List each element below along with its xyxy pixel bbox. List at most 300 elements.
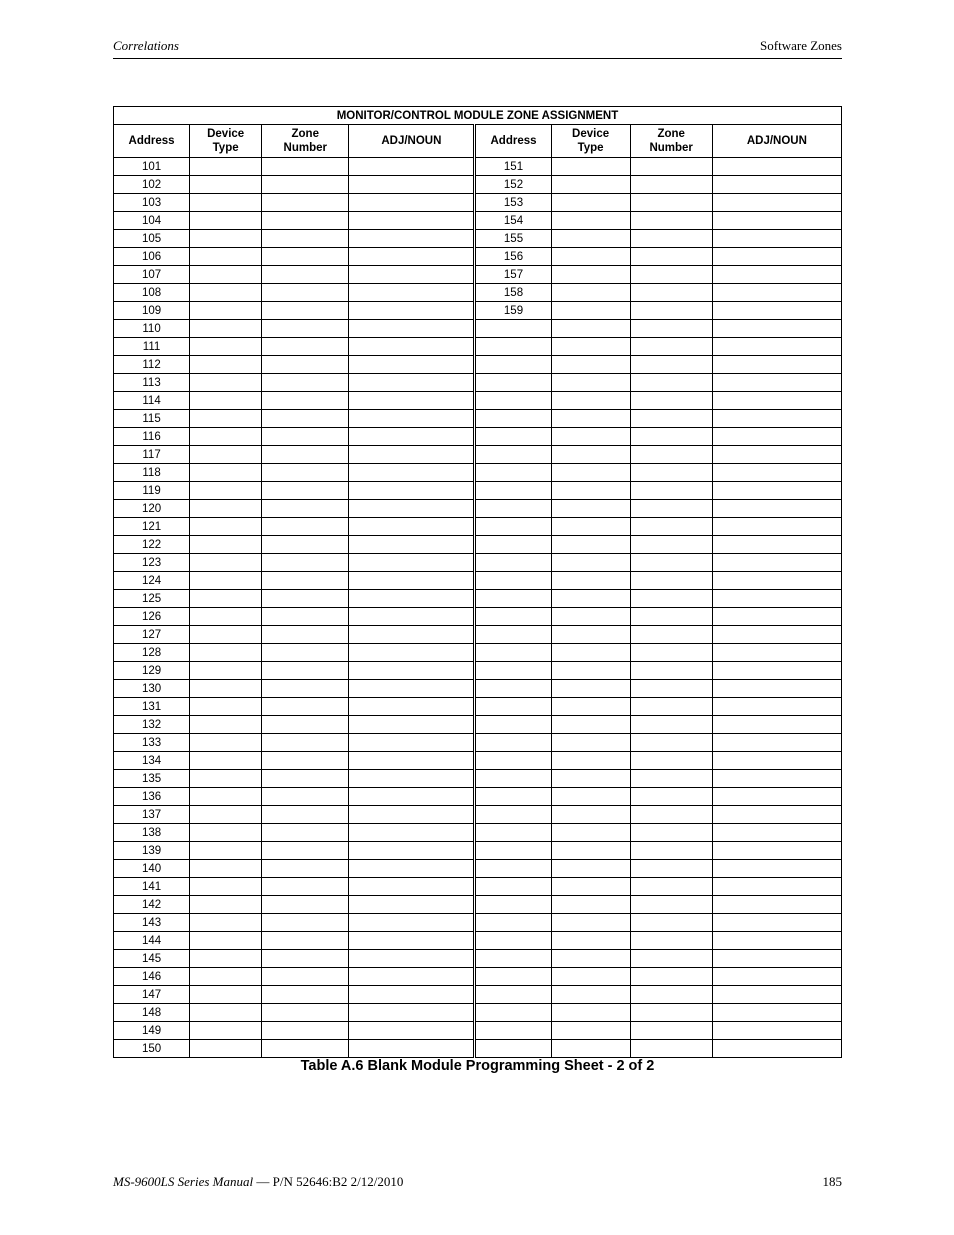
blank-entry-cell — [349, 662, 475, 680]
blank-entry-cell — [551, 302, 630, 320]
blank-entry-cell — [262, 824, 349, 842]
table-row — [114, 428, 842, 446]
blank-entry-cell — [712, 1022, 841, 1040]
blank-entry-cell — [190, 626, 262, 644]
address-cell: 142 — [114, 896, 190, 914]
blank-entry-cell — [551, 374, 630, 392]
column-header-text: ADJ/NOUN — [746, 135, 807, 147]
blank-entry-cell — [551, 878, 630, 896]
address-cell: 138 — [114, 824, 190, 842]
blank-entry-cell — [551, 842, 630, 860]
address-cell — [475, 968, 551, 986]
blank-entry-cell — [262, 644, 349, 662]
column-header — [475, 125, 551, 158]
blank-entry-cell — [190, 950, 262, 968]
column-header — [349, 125, 475, 158]
blank-entry-cell — [262, 896, 349, 914]
table-row — [114, 698, 842, 716]
address-cell: 149 — [114, 1022, 190, 1040]
blank-entry-cell — [630, 752, 712, 770]
blank-entry-cell — [712, 572, 841, 590]
blank-entry-cell — [349, 158, 475, 176]
address-cell: 121 — [114, 518, 190, 536]
blank-entry-cell — [712, 536, 841, 554]
blank-entry-cell — [349, 284, 475, 302]
blank-entry-cell — [551, 716, 630, 734]
blank-entry-cell — [551, 896, 630, 914]
address-cell: 147 — [114, 986, 190, 1004]
blank-entry-cell — [630, 698, 712, 716]
blank-entry-cell — [630, 410, 712, 428]
blank-entry-cell — [630, 482, 712, 500]
blank-entry-cell — [262, 194, 349, 212]
blank-entry-cell — [262, 248, 349, 266]
blank-entry-cell — [630, 716, 712, 734]
address-cell: 144 — [114, 932, 190, 950]
blank-entry-cell — [551, 428, 630, 446]
table-row — [114, 968, 842, 986]
blank-entry-cell — [262, 482, 349, 500]
blank-entry-cell — [190, 194, 262, 212]
blank-entry-cell — [551, 392, 630, 410]
address-cell — [475, 734, 551, 752]
address-cell: 128 — [114, 644, 190, 662]
blank-entry-cell — [262, 986, 349, 1004]
blank-entry-cell — [630, 194, 712, 212]
blank-entry-cell — [551, 1004, 630, 1022]
blank-entry-cell — [190, 842, 262, 860]
blank-entry-cell — [262, 230, 349, 248]
zone-assignment-table — [113, 106, 842, 1058]
blank-entry-cell — [551, 518, 630, 536]
blank-entry-cell — [349, 320, 475, 338]
address-cell: 134 — [114, 752, 190, 770]
blank-entry-cell — [262, 320, 349, 338]
blank-entry-cell — [262, 716, 349, 734]
address-cell: 145 — [114, 950, 190, 968]
blank-entry-cell — [630, 518, 712, 536]
header-chapter-title: Software Zones — [760, 38, 842, 53]
blank-entry-cell — [551, 230, 630, 248]
blank-entry-cell — [262, 878, 349, 896]
address-cell — [475, 482, 551, 500]
blank-entry-cell — [712, 464, 841, 482]
blank-entry-cell — [190, 374, 262, 392]
footer-part-number: — P/N 52646:B2 2/12/2010 — [253, 1174, 404, 1189]
blank-entry-cell — [262, 932, 349, 950]
table-row — [114, 248, 842, 266]
blank-entry-cell — [551, 572, 630, 590]
blank-entry-cell — [349, 248, 475, 266]
blank-entry-cell — [190, 500, 262, 518]
blank-entry-cell — [630, 356, 712, 374]
blank-entry-cell — [712, 230, 841, 248]
blank-entry-cell — [630, 536, 712, 554]
address-cell: 127 — [114, 626, 190, 644]
column-header-text: Type — [212, 142, 239, 154]
blank-entry-cell — [551, 536, 630, 554]
blank-entry-cell — [551, 752, 630, 770]
blank-entry-cell — [190, 734, 262, 752]
blank-entry-cell — [349, 356, 475, 374]
blank-entry-cell — [262, 500, 349, 518]
address-cell: 115 — [114, 410, 190, 428]
blank-entry-cell — [190, 680, 262, 698]
address-cell — [475, 410, 551, 428]
address-cell: 119 — [114, 482, 190, 500]
table-row — [114, 860, 842, 878]
address-cell — [475, 428, 551, 446]
blank-entry-cell — [349, 914, 475, 932]
blank-entry-cell — [190, 428, 262, 446]
blank-entry-cell — [712, 680, 841, 698]
blank-entry-cell — [551, 446, 630, 464]
blank-entry-cell — [551, 284, 630, 302]
table-caption: Table A.6 Blank Module Programming Sheet - 2 of 2 — [300, 1058, 655, 1074]
blank-entry-cell — [551, 464, 630, 482]
blank-entry-cell — [262, 662, 349, 680]
column-header-text: Number — [283, 142, 327, 154]
table-row — [114, 806, 842, 824]
address-cell: 124 — [114, 572, 190, 590]
blank-entry-cell — [190, 302, 262, 320]
column-header-text: ADJ/NOUN — [381, 135, 442, 147]
table-row — [114, 716, 842, 734]
address-cell: 120 — [114, 500, 190, 518]
blank-entry-cell — [262, 554, 349, 572]
blank-entry-cell — [190, 788, 262, 806]
blank-entry-cell — [262, 302, 349, 320]
table-title: MONITOR/CONTROL MODULE ZONE ASSIGNMENT — [114, 107, 842, 125]
column-header-text: Address — [128, 135, 175, 147]
blank-entry-cell — [262, 464, 349, 482]
address-cell: 114 — [114, 392, 190, 410]
address-cell: 158 — [475, 284, 551, 302]
blank-entry-cell — [190, 914, 262, 932]
blank-entry-cell — [349, 482, 475, 500]
blank-entry-cell — [262, 914, 349, 932]
blank-entry-cell — [349, 842, 475, 860]
blank-entry-cell — [630, 554, 712, 572]
blank-entry-cell — [551, 932, 630, 950]
address-cell — [475, 500, 551, 518]
blank-entry-cell — [349, 878, 475, 896]
column-header — [712, 125, 841, 158]
blank-entry-cell — [262, 806, 349, 824]
blank-entry-cell — [190, 878, 262, 896]
blank-entry-cell — [712, 824, 841, 842]
blank-entry-cell — [630, 284, 712, 302]
address-cell: 151 — [475, 158, 551, 176]
blank-entry-cell — [630, 950, 712, 968]
table-row — [114, 1040, 842, 1058]
blank-entry-cell — [349, 968, 475, 986]
blank-entry-cell — [712, 698, 841, 716]
address-cell — [475, 464, 551, 482]
blank-entry-cell — [712, 194, 841, 212]
table-row — [114, 1022, 842, 1040]
table-row — [114, 194, 842, 212]
blank-entry-cell — [712, 626, 841, 644]
blank-entry-cell — [551, 338, 630, 356]
address-cell — [475, 644, 551, 662]
blank-entry-cell — [190, 356, 262, 374]
table-row — [114, 986, 842, 1004]
blank-entry-cell — [551, 860, 630, 878]
column-header-text: Zone — [657, 128, 685, 140]
address-cell — [475, 680, 551, 698]
blank-entry-cell — [190, 608, 262, 626]
table-row — [114, 302, 842, 320]
blank-entry-cell — [712, 266, 841, 284]
address-cell: 143 — [114, 914, 190, 932]
address-cell: 137 — [114, 806, 190, 824]
blank-entry-cell — [551, 212, 630, 230]
blank-entry-cell — [551, 176, 630, 194]
blank-entry-cell — [349, 500, 475, 518]
blank-entry-cell — [630, 158, 712, 176]
blank-entry-cell — [262, 698, 349, 716]
table-row — [114, 482, 842, 500]
blank-entry-cell — [190, 392, 262, 410]
blank-entry-cell — [262, 608, 349, 626]
blank-entry-cell — [551, 356, 630, 374]
address-cell — [475, 896, 551, 914]
blank-entry-cell — [630, 212, 712, 230]
blank-entry-cell — [630, 338, 712, 356]
address-cell — [475, 860, 551, 878]
table-row — [114, 932, 842, 950]
table-row — [114, 572, 842, 590]
blank-entry-cell — [262, 770, 349, 788]
blank-entry-cell — [349, 410, 475, 428]
blank-entry-cell — [349, 788, 475, 806]
blank-entry-cell — [349, 824, 475, 842]
blank-entry-cell — [630, 446, 712, 464]
page-header — [113, 36, 842, 59]
blank-entry-cell — [190, 968, 262, 986]
blank-entry-cell — [190, 248, 262, 266]
blank-entry-cell — [190, 266, 262, 284]
column-header-text: Address — [490, 135, 537, 147]
blank-entry-cell — [349, 572, 475, 590]
blank-entry-cell — [630, 662, 712, 680]
blank-entry-cell — [712, 1040, 841, 1058]
blank-entry-cell — [349, 302, 475, 320]
address-cell: 102 — [114, 176, 190, 194]
column-header — [630, 125, 712, 158]
blank-entry-cell — [630, 1004, 712, 1022]
table-row — [114, 824, 842, 842]
blank-entry-cell — [349, 446, 475, 464]
blank-entry-cell — [712, 752, 841, 770]
blank-entry-cell — [630, 788, 712, 806]
blank-entry-cell — [349, 464, 475, 482]
blank-entry-cell — [262, 860, 349, 878]
address-cell: 153 — [475, 194, 551, 212]
address-cell: 130 — [114, 680, 190, 698]
blank-entry-cell — [190, 662, 262, 680]
blank-entry-cell — [190, 806, 262, 824]
address-cell — [475, 662, 551, 680]
blank-entry-cell — [349, 1004, 475, 1022]
blank-entry-cell — [712, 500, 841, 518]
blank-entry-cell — [190, 284, 262, 302]
blank-entry-cell — [630, 248, 712, 266]
column-header — [114, 125, 190, 158]
table-row — [114, 410, 842, 428]
blank-entry-cell — [630, 230, 712, 248]
blank-entry-cell — [551, 680, 630, 698]
table-row — [114, 752, 842, 770]
address-cell: 133 — [114, 734, 190, 752]
blank-entry-cell — [630, 734, 712, 752]
table-row — [114, 842, 842, 860]
blank-entry-cell — [349, 716, 475, 734]
blank-entry-cell — [630, 392, 712, 410]
table-row — [114, 788, 842, 806]
blank-entry-cell — [349, 932, 475, 950]
blank-entry-cell — [630, 914, 712, 932]
blank-entry-cell — [630, 302, 712, 320]
blank-entry-cell — [262, 968, 349, 986]
blank-entry-cell — [551, 590, 630, 608]
blank-entry-cell — [190, 932, 262, 950]
blank-entry-cell — [190, 230, 262, 248]
blank-entry-cell — [262, 536, 349, 554]
table-row — [114, 374, 842, 392]
blank-entry-cell — [712, 212, 841, 230]
address-cell — [475, 932, 551, 950]
address-cell — [475, 356, 551, 374]
blank-entry-cell — [551, 986, 630, 1004]
blank-entry-cell — [349, 374, 475, 392]
blank-entry-cell — [190, 860, 262, 878]
address-cell — [475, 1022, 551, 1040]
table-row — [114, 680, 842, 698]
address-cell: 108 — [114, 284, 190, 302]
blank-entry-cell — [349, 518, 475, 536]
blank-entry-cell — [712, 806, 841, 824]
blank-entry-cell — [190, 572, 262, 590]
blank-entry-cell — [630, 644, 712, 662]
blank-entry-cell — [262, 788, 349, 806]
address-cell — [475, 320, 551, 338]
blank-entry-cell — [262, 572, 349, 590]
address-cell: 110 — [114, 320, 190, 338]
blank-entry-cell — [262, 1004, 349, 1022]
blank-entry-cell — [349, 338, 475, 356]
address-cell: 154 — [475, 212, 551, 230]
address-cell — [475, 374, 551, 392]
blank-entry-cell — [712, 644, 841, 662]
table-row — [114, 950, 842, 968]
blank-entry-cell — [190, 770, 262, 788]
address-cell: 131 — [114, 698, 190, 716]
blank-entry-cell — [190, 752, 262, 770]
blank-entry-cell — [190, 896, 262, 914]
blank-entry-cell — [712, 662, 841, 680]
blank-entry-cell — [712, 788, 841, 806]
blank-entry-cell — [262, 518, 349, 536]
address-cell — [475, 536, 551, 554]
address-cell: 116 — [114, 428, 190, 446]
blank-entry-cell — [262, 626, 349, 644]
address-cell — [475, 842, 551, 860]
blank-entry-cell — [349, 896, 475, 914]
blank-entry-cell — [712, 392, 841, 410]
address-cell: 135 — [114, 770, 190, 788]
blank-entry-cell — [712, 590, 841, 608]
blank-entry-cell — [551, 1022, 630, 1040]
blank-entry-cell — [190, 1022, 262, 1040]
address-cell — [475, 806, 551, 824]
blank-entry-cell — [712, 302, 841, 320]
column-headers — [114, 125, 842, 158]
address-cell: 155 — [475, 230, 551, 248]
table-row — [114, 392, 842, 410]
table-row — [114, 464, 842, 482]
blank-entry-cell — [551, 554, 630, 572]
table-body — [114, 158, 842, 1058]
address-cell: 123 — [114, 554, 190, 572]
blank-entry-cell — [551, 950, 630, 968]
table-row — [114, 338, 842, 356]
blank-entry-cell — [349, 392, 475, 410]
address-cell — [475, 914, 551, 932]
blank-entry-cell — [551, 806, 630, 824]
blank-entry-cell — [262, 392, 349, 410]
blank-entry-cell — [349, 680, 475, 698]
blank-entry-cell — [190, 1004, 262, 1022]
blank-entry-cell — [262, 752, 349, 770]
blank-entry-cell — [712, 608, 841, 626]
blank-entry-cell — [190, 464, 262, 482]
table-row — [114, 176, 842, 194]
blank-entry-cell — [630, 878, 712, 896]
blank-entry-cell — [712, 410, 841, 428]
blank-entry-cell — [551, 662, 630, 680]
table-row — [114, 536, 842, 554]
blank-entry-cell — [190, 482, 262, 500]
blank-entry-cell — [262, 1040, 349, 1058]
blank-entry-cell — [262, 212, 349, 230]
table-row — [114, 626, 842, 644]
blank-entry-cell — [551, 1040, 630, 1058]
column-header-text: Type — [577, 142, 604, 154]
address-cell: 141 — [114, 878, 190, 896]
address-cell: 146 — [114, 968, 190, 986]
blank-entry-cell — [712, 248, 841, 266]
blank-entry-cell — [712, 446, 841, 464]
blank-entry-cell — [190, 590, 262, 608]
blank-entry-cell — [190, 536, 262, 554]
blank-entry-cell — [349, 554, 475, 572]
address-cell: 105 — [114, 230, 190, 248]
address-cell — [475, 590, 551, 608]
blank-entry-cell — [630, 374, 712, 392]
blank-entry-cell — [190, 986, 262, 1004]
address-cell — [475, 626, 551, 644]
address-cell — [475, 950, 551, 968]
blank-entry-cell — [630, 860, 712, 878]
blank-entry-cell — [190, 176, 262, 194]
address-cell — [475, 554, 551, 572]
address-cell — [475, 392, 551, 410]
blank-entry-cell — [551, 770, 630, 788]
table-row — [114, 212, 842, 230]
address-cell: 122 — [114, 536, 190, 554]
